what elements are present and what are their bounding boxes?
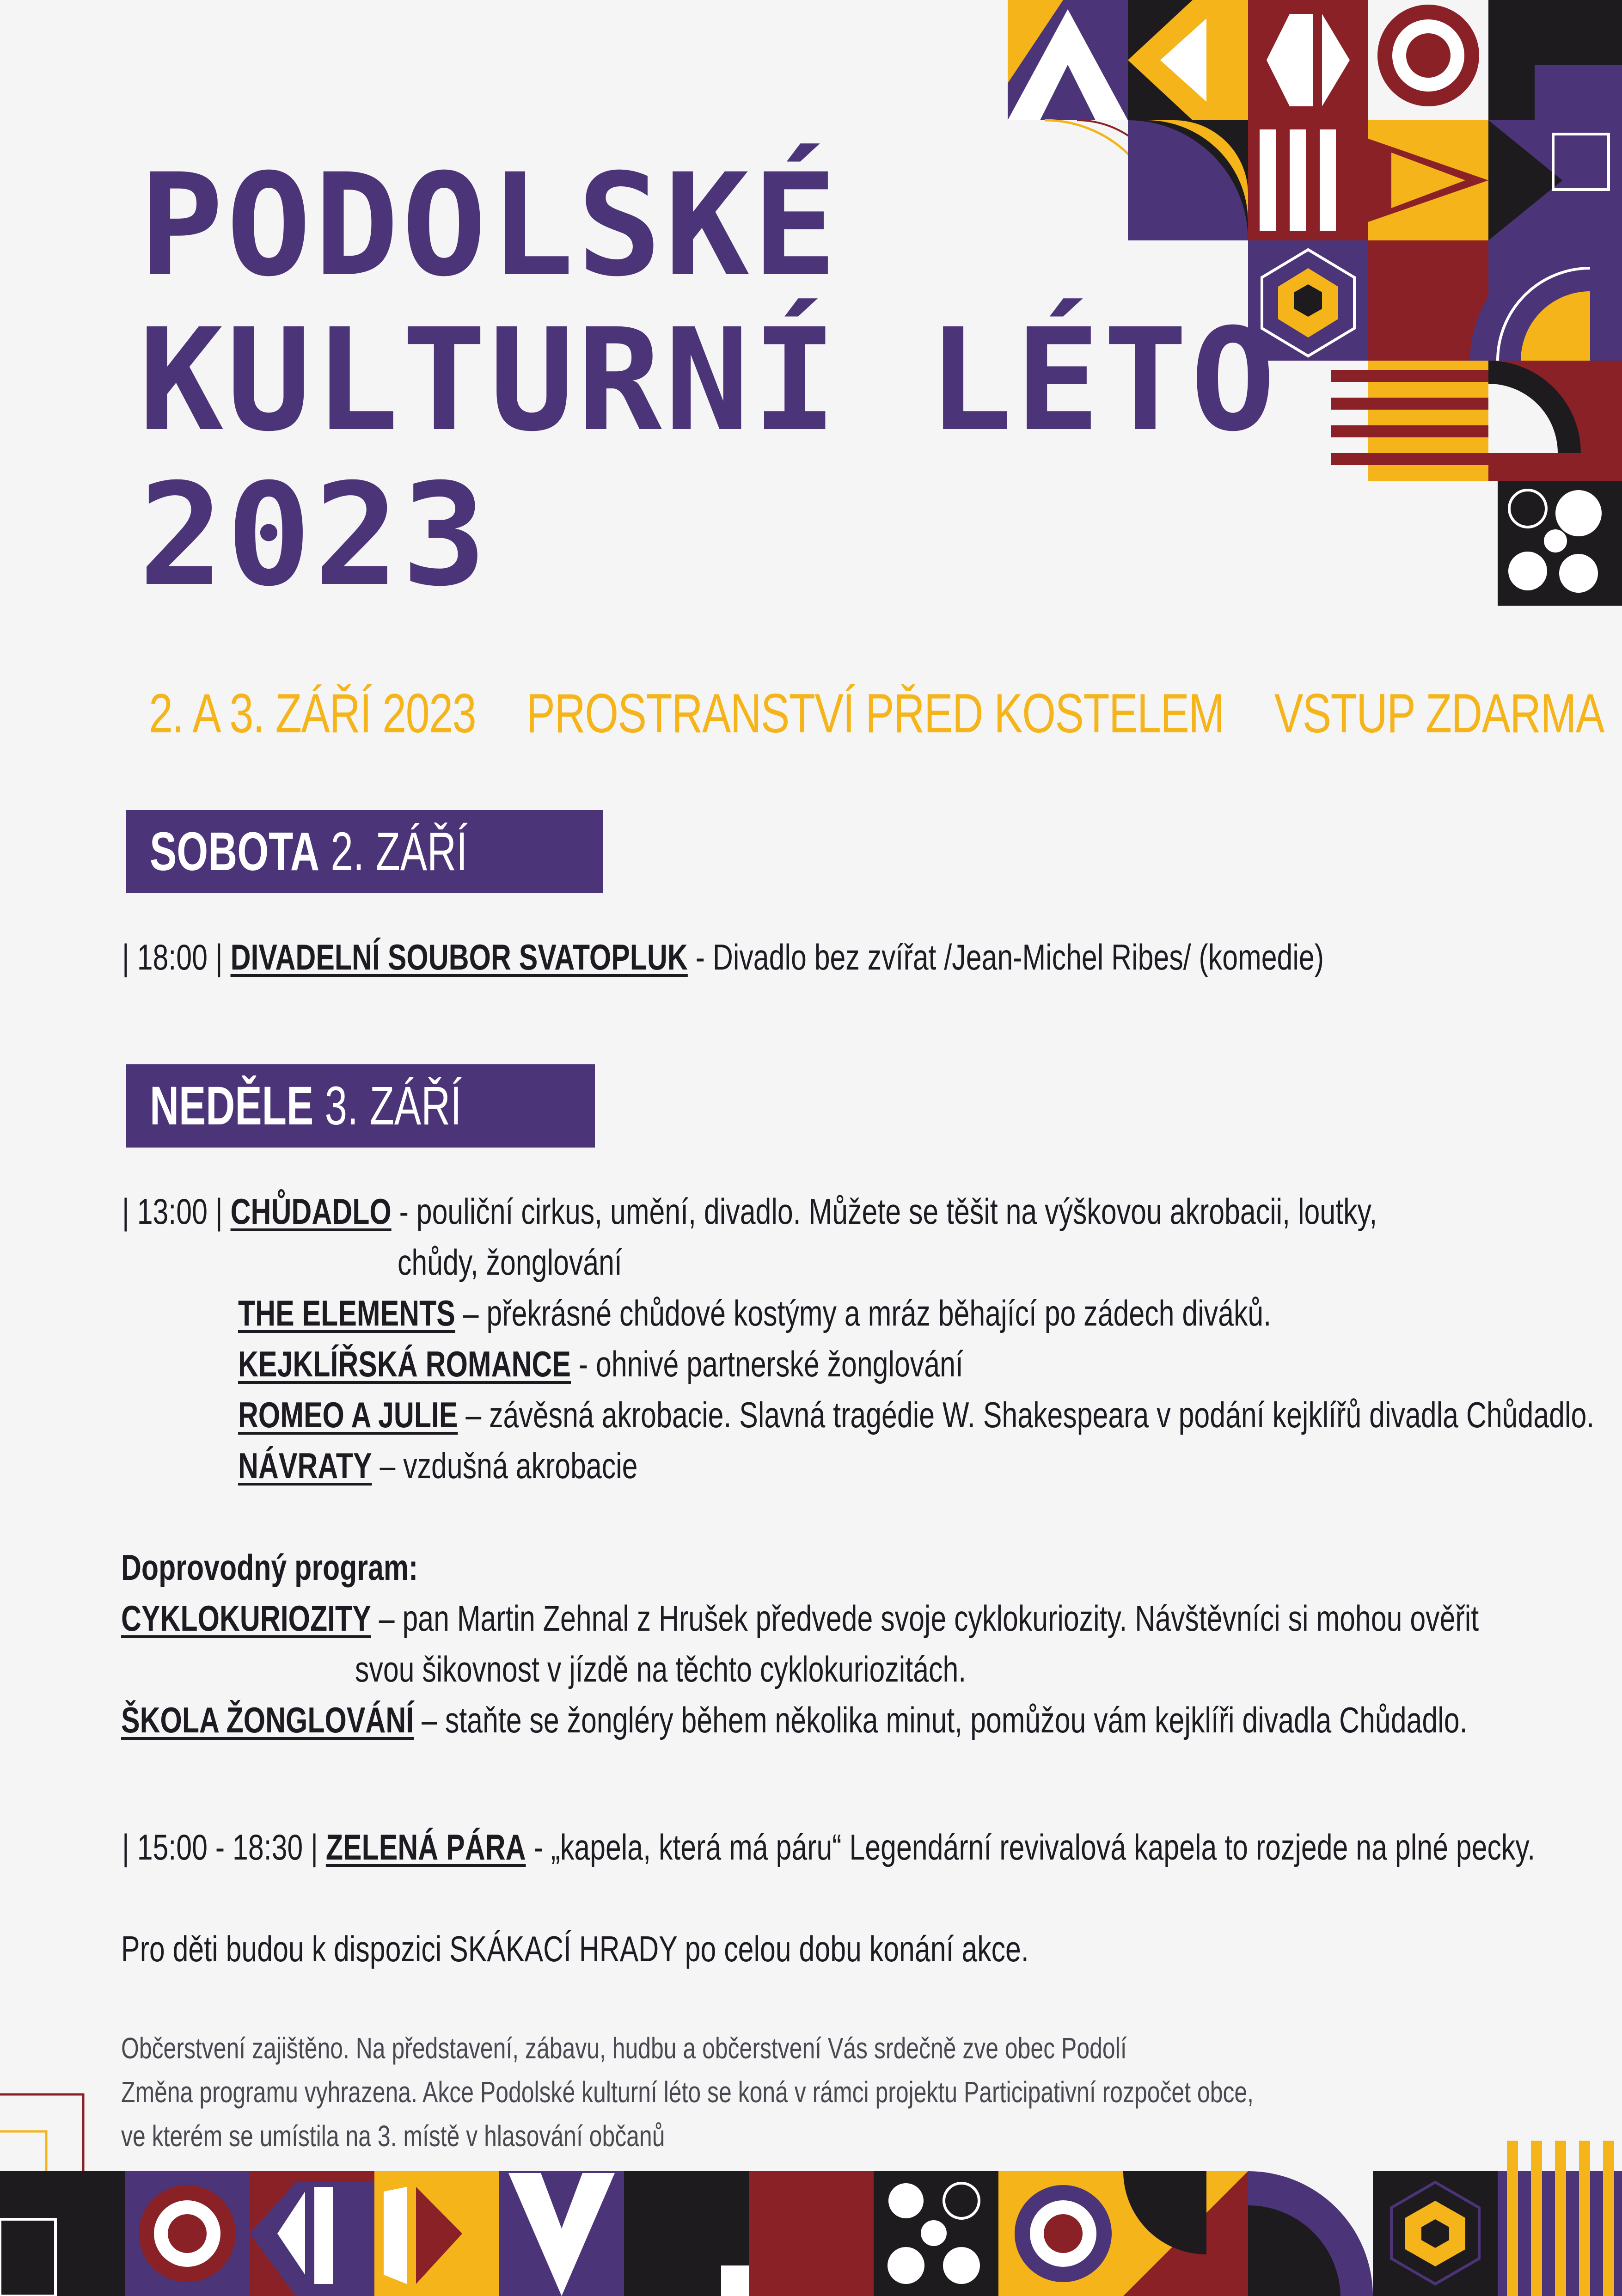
extra-heading: Doprovodný program: bbox=[121, 1547, 418, 1588]
event-info-line bbox=[149, 679, 1604, 748]
sunday-date: 3. ZÁŘÍ bbox=[324, 1075, 462, 1136]
title-line-2: KULTURNÍ LÉTO bbox=[139, 298, 1279, 462]
sunday-item-act: KEJKLÍŘSKÁ ROMANCE bbox=[238, 1344, 571, 1384]
saturday-time: | 18:00 | bbox=[122, 937, 223, 977]
extra-school-desc: – staňte se žongléry během několika minut, pomůžou vám kejklíři divadla Chůdadlo. bbox=[414, 1700, 1468, 1740]
sunday-program-1 bbox=[122, 1186, 1377, 1237]
saturday-day: SOBOTA bbox=[150, 821, 320, 882]
extra-school bbox=[121, 1694, 1468, 1745]
event-date: 2. A 3. ZÁŘÍ 2023 bbox=[149, 682, 476, 744]
saturday-desc: - Divadlo bez zvířat /Jean-Michel Ribes/ (komedie) bbox=[687, 937, 1324, 977]
sunday-badge bbox=[126, 1064, 595, 1148]
sunday-program-1b bbox=[398, 1237, 622, 1288]
saturday-act: DIVADELNÍ SOUBOR SVATOPLUK bbox=[230, 937, 688, 977]
saturday-badge bbox=[126, 810, 603, 893]
footer-line-3: ve kterém se umístila na 3. místě v hlasování občanů bbox=[121, 2119, 665, 2153]
extra-cyklo-desc-b: svou šikovnost v jízdě na těchto cyklokuriozitách. bbox=[355, 1649, 967, 1689]
concert-time: | 15:00 - 18:30 | bbox=[122, 1827, 318, 1867]
extra-cyklo-desc-a: – pan Martin Zehnal z Hrušek předvede svoje cyklokuriozity. Návštěvníci si mohou ověřit bbox=[371, 1598, 1479, 1639]
extra-cyklo bbox=[121, 1593, 1479, 1644]
sunday-item-desc: – závěsná akrobacie. Slavná tragédie W. Shakespeara v podání kejklířů divadla Chůdadlo. bbox=[458, 1394, 1595, 1435]
sunday-item-act: ROMEO A JULIE bbox=[238, 1394, 458, 1435]
sunday-item-act: THE ELEMENTS bbox=[238, 1293, 455, 1333]
sunday-item bbox=[238, 1338, 963, 1389]
event-place: PROSTRANSTVÍ PŘED KOSTELEM bbox=[526, 682, 1224, 744]
sunday-item-act: NÁVRATY bbox=[238, 1445, 372, 1486]
bottom-decoration bbox=[0, 2081, 1622, 2296]
sunday-desc-1a: - pouliční cirkus, umění, divadlo. Můžete se těšit na výškovou akrobacii, loutky, bbox=[391, 1191, 1377, 1232]
concert-program bbox=[122, 1822, 1535, 1872]
concert-desc: - „kapela, která má páru“ Legendární revivalová kapela to rozjede na plné pecky. bbox=[526, 1827, 1536, 1867]
saturday-date: 2. ZÁŘÍ bbox=[331, 821, 468, 882]
extra-cyklo-act: CYKLOKURIOZITY bbox=[121, 1598, 371, 1639]
sunday-item-desc: – překrásné chůdové kostýmy a mráz běhající po zádech diváků. bbox=[455, 1293, 1272, 1333]
kids-note: Pro děti budou k dispozici SKÁKACÍ HRADY po celou dobu konání akce. bbox=[121, 1928, 1029, 1969]
saturday-program bbox=[122, 932, 1324, 982]
sunday-item-desc: - ohnivé partnerské žonglování bbox=[570, 1344, 963, 1384]
concert-act: ZELENÁ PÁRA bbox=[325, 1827, 526, 1867]
sunday-desc-1b: chůdy, žonglování bbox=[398, 1242, 622, 1283]
sunday-item-desc: – vzdušná akrobacie bbox=[372, 1445, 638, 1486]
sunday-item bbox=[238, 1440, 638, 1491]
footer-line-2: Změna programu vyhrazena. Akce Podolské kulturní léto se koná v rámci projektu Participativní rozpočet obce, bbox=[121, 2075, 1254, 2109]
title-line-3: 2023 bbox=[139, 453, 490, 617]
sunday-time: | 13:00 | bbox=[122, 1191, 223, 1232]
extra-cyklo-2 bbox=[355, 1644, 966, 1694]
sunday-act-chudadlo: CHŮDADLO bbox=[230, 1191, 392, 1232]
sunday-item bbox=[238, 1288, 1271, 1338]
sunday-day: NEDĚLE bbox=[150, 1075, 314, 1136]
footer-line-1: Občerstvení zajištěno. Na představení, zábavu, hudbu a občerstvení Vás srdečně zve obec Podolí bbox=[121, 2032, 1127, 2065]
extra-school-act: ŠKOLA ŽONGLOVÁNÍ bbox=[121, 1700, 414, 1740]
event-entry: VSTUP ZDARMA bbox=[1274, 682, 1604, 744]
title-line-1: PODOLSKÉ bbox=[139, 143, 840, 307]
page-title bbox=[139, 143, 1279, 617]
sunday-item bbox=[238, 1389, 1594, 1440]
